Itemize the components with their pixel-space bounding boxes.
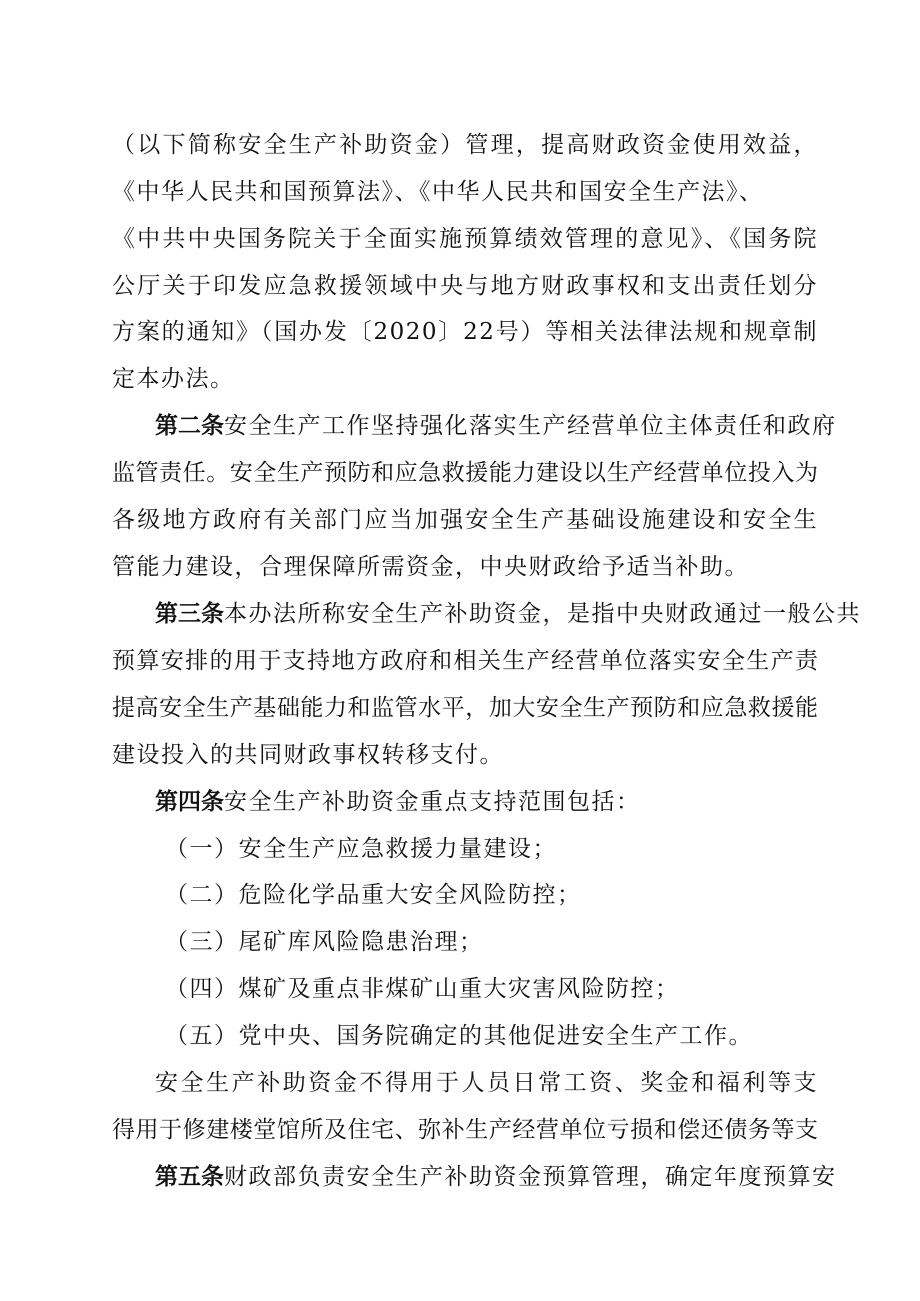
article-2-first-line — [155, 411, 837, 441]
article-4-first-line — [155, 787, 820, 817]
text-line: 提高安全生产基础能力和监管水平，加大安全生产预防和应急救援能 — [112, 695, 818, 721]
article-5-first-line — [155, 1162, 837, 1192]
article-3-first-line — [155, 599, 861, 629]
article-2-label: 第二条 — [155, 413, 224, 439]
list-item: （一）安全生产应急救援力量建设； — [165, 836, 557, 862]
article-5-text: 财政部负责安全生产补助资金预算管理，确定年度预算安 — [224, 1164, 837, 1190]
text-line: 得用于修建楼堂馆所及住宅、弥补生产经营单位亏损和偿还债务等支 — [112, 1117, 818, 1143]
article-4-intro: 安全生产补助资金重点支持范围包括： — [224, 789, 641, 815]
list-item: （二）危险化学品重大安全风险防控； — [165, 882, 582, 908]
list-item: （三）尾矿库风险隐患治理； — [165, 929, 484, 955]
text-line: 各级地方政府有关部门应当加强安全生产基础设施建设和安全生 — [112, 507, 818, 533]
article-5-label: 第五条 — [155, 1164, 224, 1190]
text-line: （以下简称安全生产补助资金）管理，提高财政资金使用效益， — [112, 132, 818, 158]
list-item: （五）党中央、国务院确定的其他促进安全生产工作。 — [165, 1023, 753, 1049]
text-line: 预算安排的用于支持地方政府和相关生产经营单位落实安全生产责 — [112, 648, 818, 674]
text-line: 公厅关于印发应急救援领域中央与地方财政事权和支出责任划分 — [112, 273, 818, 299]
text-line: 建设投入的共同财政事权转移支付。 — [112, 742, 504, 768]
list-item: （四）煤矿及重点非煤矿山重大灾害风险防控； — [165, 976, 680, 1002]
text-line: 《中共中央国务院关于全面实施预算绩效管理的意见》、《国务院 — [112, 226, 818, 252]
text-line: 管能力建设，合理保障所需资金，中央财政给予适当补助。 — [112, 554, 749, 580]
article-3-label: 第三条 — [155, 601, 224, 627]
text-line: 定本办法。 — [112, 366, 235, 392]
text-line: 方案的通知》（国办发〔2020〕22号）等相关法律法规和规章制 — [112, 319, 818, 345]
article-4-label: 第四条 — [155, 789, 224, 815]
article-3-text: 本办法所称安全生产补助资金，是指中央财政通过一般公共 — [224, 601, 861, 627]
article-2-text: 安全生产工作坚持强化落实生产经营单位主体责任和政府 — [224, 413, 837, 439]
text-line: 安全生产补助资金不得用于人员日常工资、奖金和福利等支 — [155, 1070, 818, 1096]
text-line: 监管责任。安全生产预防和应急救援能力建设以生产经营单位投入为 — [112, 460, 818, 486]
text-line: 《中华人民共和国预算法》、《中华人民共和国安全生产法》、 — [112, 179, 764, 205]
